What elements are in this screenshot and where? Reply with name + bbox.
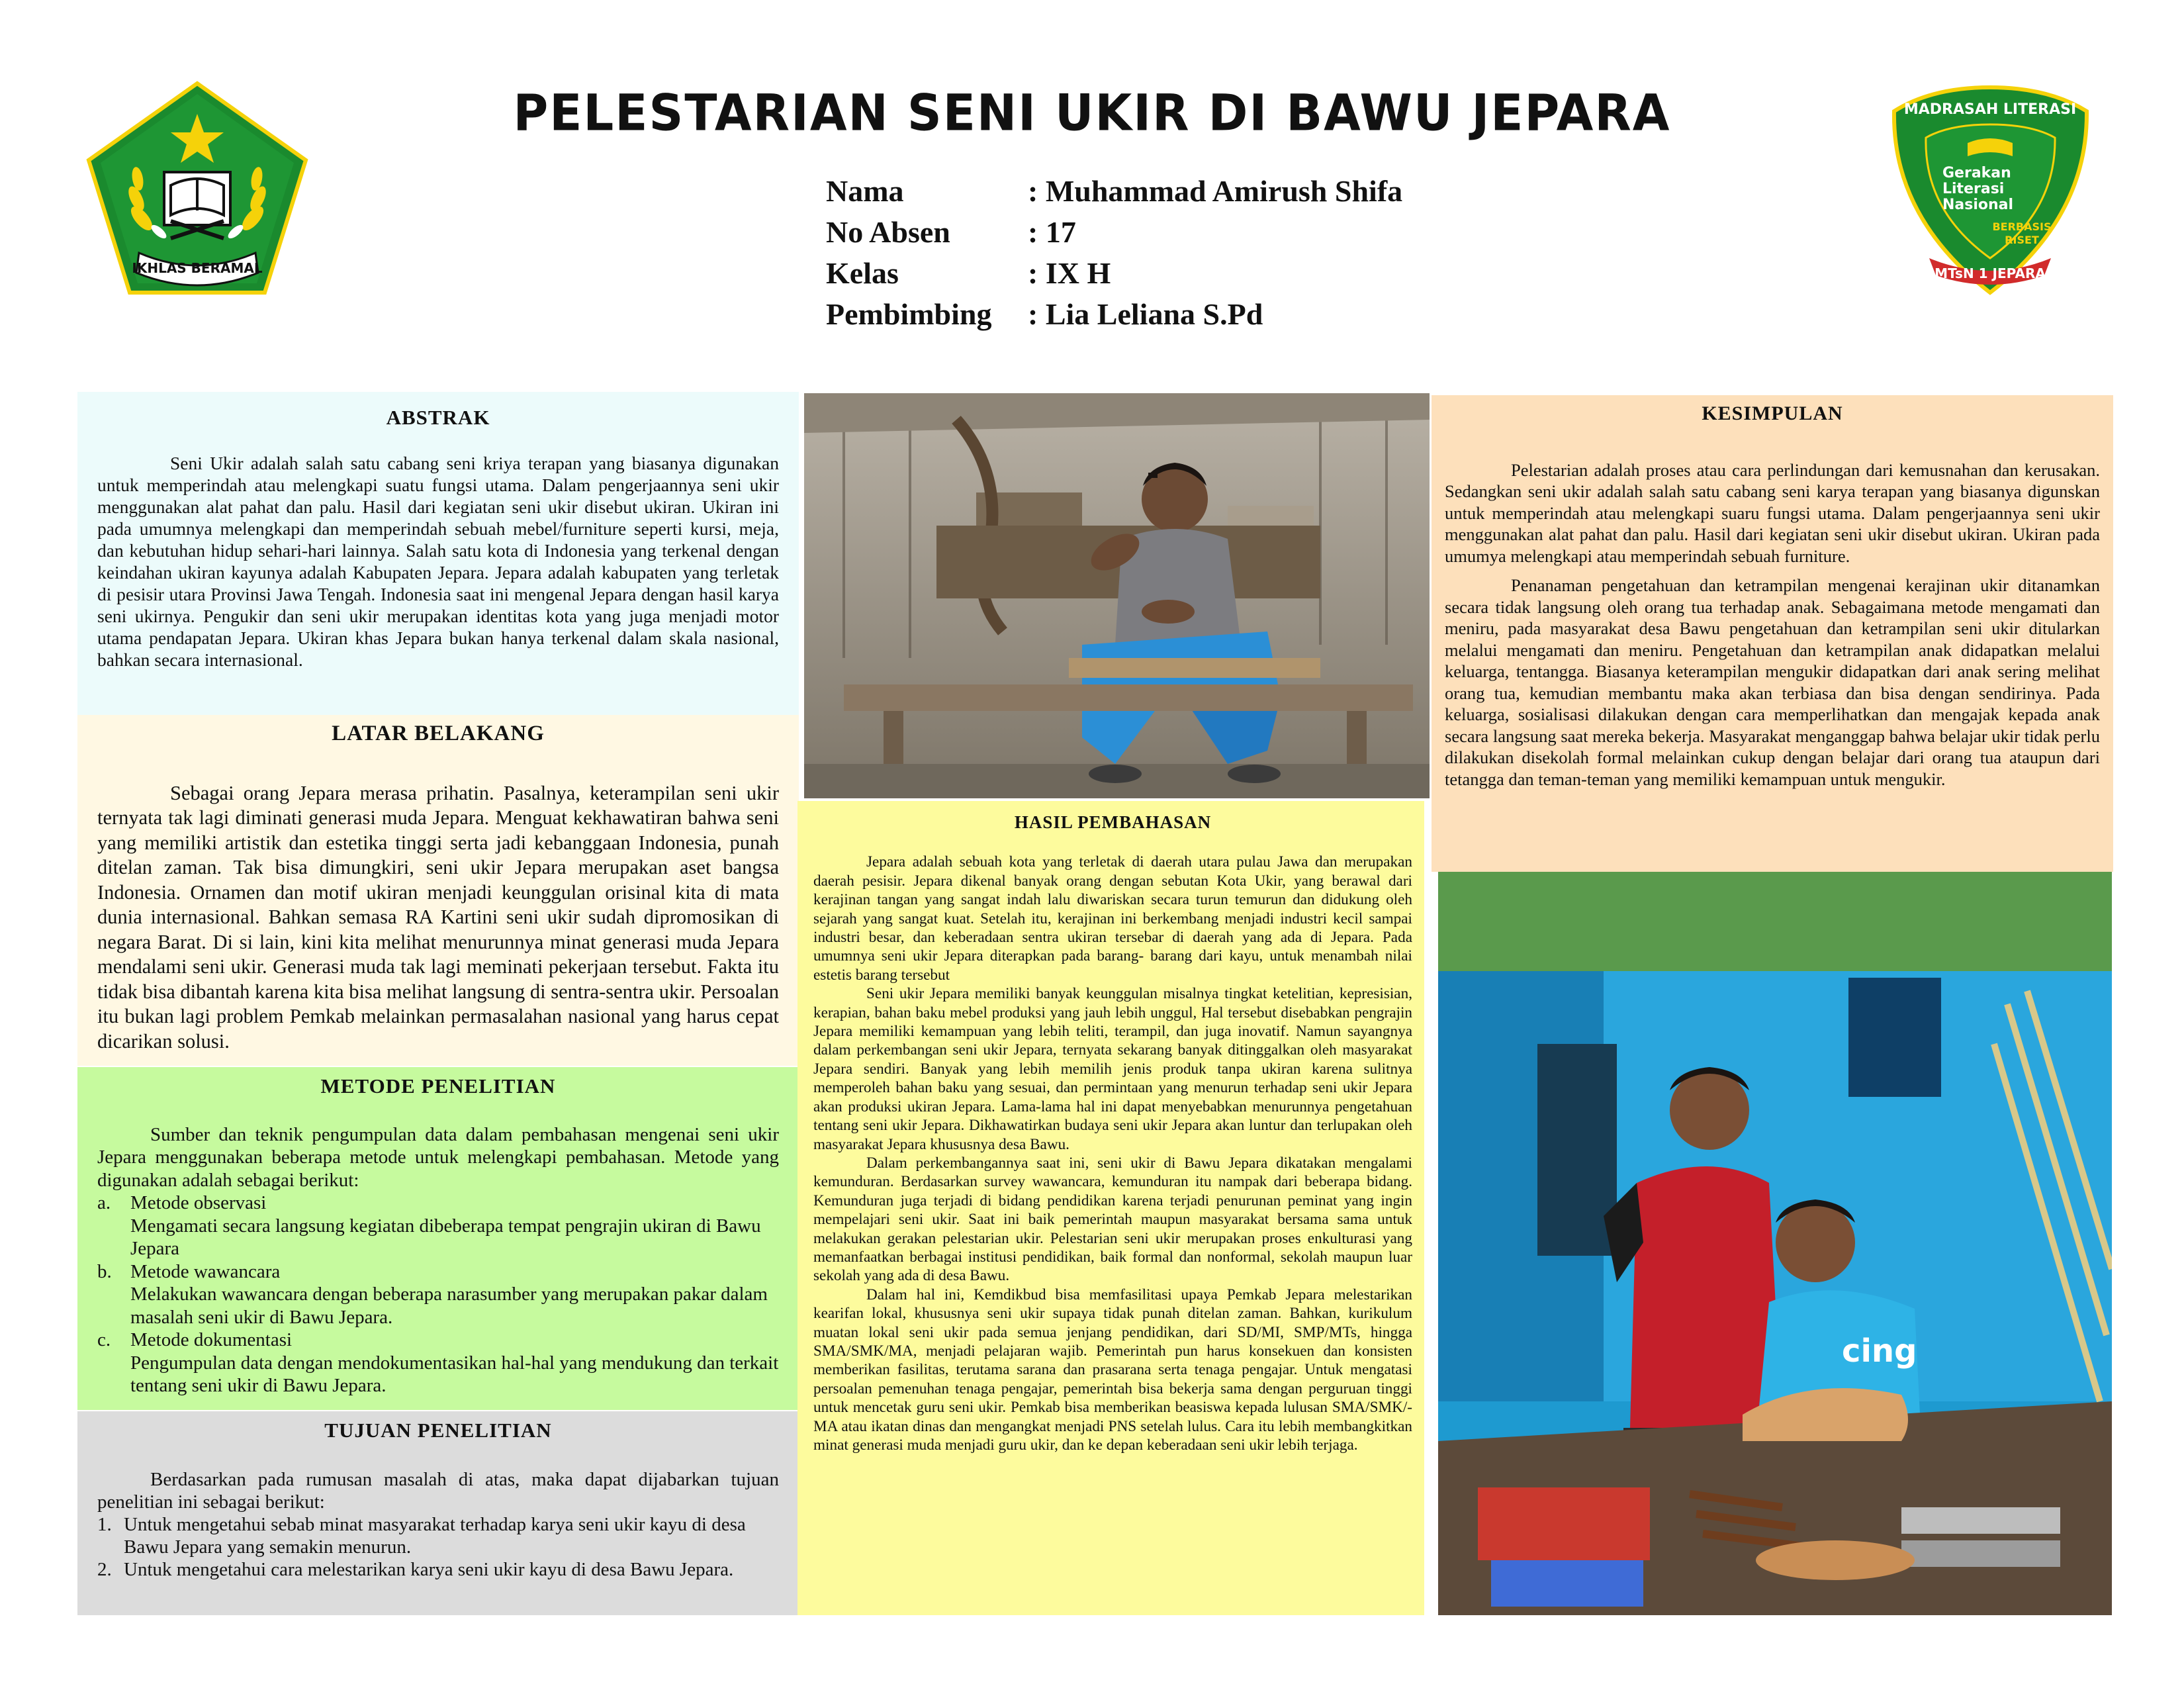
- svg-text:IKHLAS BERAMAL: IKHLAS BERAMAL: [132, 260, 263, 276]
- hasil-paragraph: Dalam hal ini, Kemdikbud bisa memfasilitasi upaya Pemkab Jepara melestarikan kearifan lokal, khususnya seni ukir supaya tidak punah ditelan zaman. Bahkan, kurikulum muatan lokal seni ukir pada semua jenjang pendidikan, dari SD/MI, SMP/MTs, hingga SMA/SMK/MA, menjadi pelajaran wajib. Pemerintah pun harus konsekuen dan konsisten memberikan fasilitas, terutama sarana dan prasarana serta tenaga pengajar. Untuk mengatasi persoalan pemenuhan tenaga pengajar, pemerintah bisa bekerja sama dengan perguruan tinggi untuk mencetak guru seni ukir. Pemkab bisa memberikan beasiswa kepada lulusan SMA/SMK/- MA atau ikatan dinas dan mengangkat menjadi PNS setelah lulus. Cara itu lebih membangkitkan minat generasi muda menjadi guru ukir, dan ke depan keberadaan seni ukir lebih terjaga.: [813, 1286, 1412, 1454]
- kesimpulan-paragraph: Penanaman pengetahuan dan ketrampilan mengenai kerajinan ukir ditanamkan secara tidak langsung oleh orang tua terhadap anak. Sebagaimana metode mengamati dan meniru, pada masyarakat desa Bawu pengetahuan dan ketrampilan seni ukir ditularkan melalui mengamati dan meniru. Pengetahuan dan ketrampilan anak didapatkan melalui keluarga, tentangga. Biasanya keterampilan mengukir didapatkan dari anak sering melihat orang tua, kemudian membantu maka akan terbiasa dan bisa dengan sendirinya. Pada keluarga, sosialisasi dilakukan dengan cara memperlihatkan dan mengajak kepada anak secara langsung saat mereka bekerja. Masyarakat menganggap bahwa belajar ukir tidak perlu dilakukan disekolah formal melainkan cukup dengan belajar dari orang tua ataupun dari tetangga dan teman-teman yang memiliki kemampuan untuk mengukir.: [1445, 575, 2100, 789]
- list-title: Metode dokumentasi: [130, 1329, 293, 1350]
- hasil-paragraph: Dalam perkembangannya saat ini, seni ukir di Bawu Jepara dikatakan mengalami kemunduran. Berdasarkan survey wawancara, kemunduran itu nampak dari beberapa bidang. Kemunduran juga terjadi di bidang pendidikan karena terjadi penurunan peminat yang ingin mempelajari seni ukir. Saat ini baik pemerintah maupun masyarakat bersama sama untuk melakukan gerakan pelestarian ukir. Pelestarian seni ukir merupakan proses enkulturasi yang memanfaatkan berbagai institusi pendidikan, baik formal dan nonformal, sekolah maupun luar sekolah yang ada di desa Bawu.: [813, 1154, 1412, 1285]
- page-title: PELESTARIAN SENI UKIR DI BAWU JEPARA: [513, 83, 1671, 142]
- list-item: [97, 1558, 779, 1581]
- info-label: No Absen: [826, 215, 950, 249]
- svg-text:MADRASAH LITERASI: MADRASAH LITERASI: [1903, 101, 2077, 118]
- info-row-nama: [826, 171, 1402, 212]
- svg-text:Literasi: Literasi: [1942, 181, 2005, 197]
- list-marker: 2.: [97, 1559, 112, 1580]
- abstrak-heading: ABSTRAK: [386, 406, 490, 429]
- photo-boy-carving-bench: [804, 393, 1430, 798]
- info-label: Nama: [826, 174, 904, 208]
- hasil-panel: [797, 801, 1424, 1615]
- latar-heading: LATAR BELAKANG: [332, 722, 545, 745]
- list-item: [97, 1329, 779, 1352]
- info-row-absen: [826, 212, 1402, 253]
- hasil-paragraph: Seni ukir Jepara memiliki banyak keunggulan misalnya tingkat ketelitian, kepresisian, kerapian, bahan baku mebel produksi yang jauh lebih unggul, Hal tersebut disebabkan pengrajin Jepara memiliki kemampuan yang lebih teliti, terampil, dan juga inovatif. Namun sayangnya dalam perkembangan seni ukir Jepara, ternyata sekarang banyak ditinggalkan oleh masyarakat Jepara sendiri. Banyak yang lebih memilih jenis produk tanpa ukiran karena sulitnya memperoleh bahan baku yang sesuai, dan permintaan yang menurun terhadap seni ukir Jepara akan produksi ukiran Jepara. Lama-lama hal ini dapat menyebabkan menurunnya pengetahuan tentang seni ukir Jepara. Dikhawatirkan budaya seni ukir Jepara akan luntur dan terlupakan oleh masyarakat Jepara khususnya desa Bawu.: [813, 985, 1412, 1153]
- svg-text:MTsN 1 JEPARA: MTsN 1 JEPARA: [1934, 265, 2046, 281]
- metode-panel: [77, 1067, 799, 1410]
- list-item: [97, 1260, 779, 1284]
- kesimpulan-paragraph: Pelestarian adalah proses atau cara perlindungan dari kemusnahan dan kerusakan. Sedangkan seni ukir adalah salah satu cabang seni karya terapan yang biasanya digunskan untuk memperindah atau melengkapi suaru fungsi utama. Dalam pengerjaannya seni ukir menggunakan alat pahat dan palu. Hasil dari kegiatan seni ukir disebut ukiran. Ukiran pada umumya melengkapi atau memperindah sebuah furniture.: [1445, 459, 2100, 566]
- abstrak-panel: [77, 392, 799, 715]
- metode-heading: METODE PENELITIAN: [320, 1074, 556, 1098]
- list-item: [97, 1192, 779, 1215]
- info-value: : 17: [1028, 215, 1076, 249]
- list-marker: 1.: [97, 1514, 112, 1535]
- info-row-kelas: [826, 253, 1402, 294]
- latar-belakang-panel: [77, 715, 799, 1066]
- info-value: : Muhammad Amirush Shifa: [1028, 174, 1403, 208]
- list-title: Metode observasi: [130, 1192, 267, 1213]
- list-marker: b.: [97, 1260, 112, 1282]
- list-marker: a.: [97, 1192, 111, 1213]
- info-value: : Lia Leliana S.Pd: [1028, 297, 1263, 331]
- abstrak-text: Seni Ukir adalah salah satu cabang seni kriya terapan yang biasanya digunakan untuk memperindah atau melengkapi suatu fungsi utama. Dalam pengerjaannya seni ukir menggunakan alat pahat dan palu. Hasil dari kegiatan seni ukir disebut ukiran. Ukiran ini pada umumnya melengkapi dan memperindah sebuah mebel/furniture seperti kursi, meja, dan kebutuhan hidup sehari-hari lainnya. Salah satu kota di Indonesia yang terkenal dengan keindahan ukiran kayunya adalah Kabupaten Jepara. Jepara adalah kabupaten yang terletak di pesisir utara Provinsi Jawa Tengah. Indonesia saat ini mengenal Jepara dengan hasil karya seni ukirnya. Pengukir dan seni ukir merupakan identitas kota yang juga menjadi motor utama pendapatan Jepara. Ukiran khas Jepara bukan hanya terkenal dalam skala nasional, bahkan secara internasional.: [97, 453, 779, 670]
- list-text: Untuk mengetahui cara melestarikan karya seni ukir kayu di desa Bawu Jepara.: [124, 1559, 734, 1580]
- list-marker: c.: [97, 1329, 111, 1350]
- list-desc: Mengamati secara langsung kegiatan dibeberapa tempat pengrajin ukiran di Bawu Jepara: [130, 1215, 761, 1259]
- info-label: Pembimbing: [826, 297, 992, 331]
- hasil-heading: HASIL PEMBAHASAN: [1014, 812, 1212, 832]
- info-label: Kelas: [826, 256, 899, 290]
- kemenag-logo-icon: [85, 79, 310, 298]
- tujuan-intro: Berdasarkan pada rumusan masalah di atas, maka dapat dijabarkan tujuan penelitian ini sebagai berikut:: [97, 1469, 779, 1513]
- svg-text:Nasional: Nasional: [1942, 197, 2014, 213]
- list-desc: Melakukan wawancara dengan beberapa narasumber yang merupakan pakar dalam masalah seni ukir di Bawu Jepara.: [130, 1284, 768, 1328]
- list-item: [97, 1513, 779, 1558]
- svg-text:Gerakan: Gerakan: [1942, 165, 2011, 181]
- svg-text:BERBASIS: BERBASIS: [1992, 220, 2052, 233]
- tujuan-heading: TUJUAN PENELITIAN: [324, 1419, 552, 1442]
- svg-text:cing: cing: [1842, 1333, 1917, 1370]
- kesimpulan-panel: [1432, 395, 2113, 872]
- info-row-pembimbing: [826, 294, 1402, 335]
- list-text: Untuk mengetahui sebab minat masyarakat terhadap karya seni ukir kayu di desa Bawu Jepara yang semakin menurun.: [124, 1514, 746, 1558]
- metode-intro: Sumber dan teknik pengumpulan data dalam pembahasan mengenai seni ukir Jepara menggunakan beberapa metode untuk melengkapi pembahasan. Metode yang digunakan adalah sebagai berikut:: [97, 1123, 779, 1191]
- madrasah-literasi-logo-icon: [1889, 85, 2091, 295]
- hasil-paragraph: Jepara adalah sebuah kota yang terletak di daerah utara pulau Jawa dan merupakan daerah pesisir. Jepara dikenal banyak orang dengan sebutan Kota Ukir, yang berawal dari kerajinan tangan yang sangat indah lalu diwariskan secara turun temurun dan didukung oleh sejarah yang sangat kuat. Setelah itu, kerajinan ini berkembang menjadi industri kecil sampai industri besar, dan keberadaan sentra ukiran tersebar di daerah yang ada di Jepara. Pada umumnya seni ukir Jepara diterapkan pada barang- barang dari kayu, untuk menambah nilai estetis barang tersebut: [813, 853, 1412, 984]
- list-title: Metode wawancara: [130, 1260, 281, 1282]
- student-info: [826, 171, 1402, 335]
- photo-two-boys-carving: [1438, 872, 2112, 1615]
- latar-text: Sebagai orang Jepara merasa prihatin. Pasalnya, keterampilan seni ukir ternyata tak lagi diminati generasi muda Jepara. Menguat kekhawatiran bahwa seni yang memiliki artistik dan estetika tinggi serta jadi kebanggaan Indonesia, punah ditelan zaman. Tak bisa dimungkiri, seni ukir Jepara merupakan aset bangsa Indonesia. Ornamen dan motif ukiran menjadi keunggulan orisinal kita di mata dunia internasional. Bahkan semasa RA Kartini seni ukir sudah dipromosikan di negara Barat. Di si lain, kini kita melihat menurunnya minat generasi muda Jepara mendalami seni ukir. Generasi muda tak lagi meminati pekerjaan tersebut. Fakta itu tidak bisa dibantah karena kita bisa melihat langsung di sentra-sentra ukir. Persoalan itu bukan lagi problem Pemkab melainkan permasalahan nasional yang harus cepat dicarikan solusi.: [97, 781, 779, 1053]
- kesimpulan-heading: KESIMPULAN: [1702, 402, 1843, 424]
- info-value: : IX H: [1028, 256, 1111, 290]
- list-desc: Pengumpulan data dengan mendokumentasikan hal-hal yang mendukung dan terkait tentang seni ukir di Bawu Jepara.: [130, 1352, 779, 1396]
- tujuan-panel: [77, 1411, 799, 1615]
- svg-text:RISET: RISET: [2005, 234, 2039, 246]
- metode-list: [97, 1192, 779, 1397]
